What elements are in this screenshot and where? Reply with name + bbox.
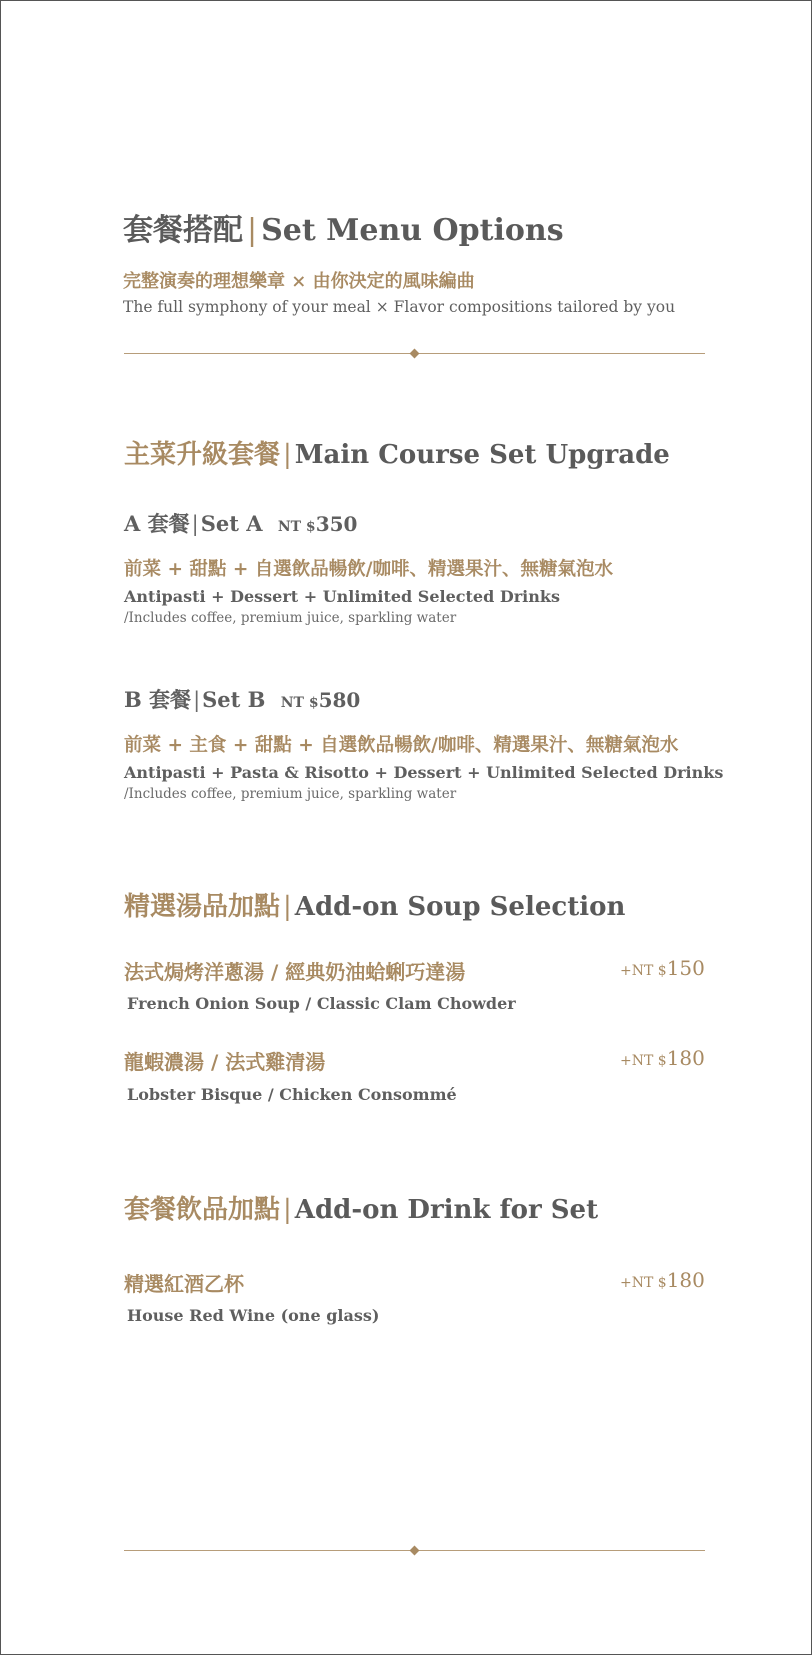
set-a-combo-zh: 前菜 + 甜點 + 自選飲品暢飲/咖啡、精選果汁、無糖氣泡水 (124, 559, 614, 580)
set-b-name (124, 684, 360, 714)
soup-item-1-name-zh: 法式焗烤洋蔥湯 / 經典奶油蛤蜊巧達湯 (124, 960, 466, 984)
section-title-en: Main Course Set Upgrade (294, 440, 670, 470)
page-title-en: Set Menu Options (261, 213, 564, 248)
section-title-zh: 主菜升級套餐 (124, 440, 281, 470)
subtitle-zh: 完整演奏的理想樂章 × 由你決定的風味編曲 (123, 271, 475, 292)
set-b-combo-en: Antipasti + Pasta & Risotto + Dessert + Unlimited Selected Drinks (124, 763, 724, 782)
price-value: 180 (666, 1268, 705, 1292)
title-separator: | (247, 213, 258, 248)
section-separator: | (283, 892, 292, 922)
section-title-en: Add-on Soup Selection (294, 892, 626, 922)
soup-item-2-price (620, 1046, 705, 1070)
set-name-zh: B 套餐 (124, 687, 192, 712)
page-title (123, 205, 564, 249)
price-value: 150 (666, 956, 705, 980)
set-b-note: /Includes coffee, premium juice, sparkling water (124, 786, 457, 802)
soup-item-1-name-en: French Onion Soup / Classic Clam Chowder (127, 994, 516, 1013)
subtitle-en: The full symphony of your meal × Flavor compositions tailored by you (123, 298, 676, 316)
set-a-price (278, 512, 358, 536)
price-value: 180 (666, 1046, 705, 1070)
price-value: 580 (318, 688, 361, 712)
set-separator: | (193, 688, 201, 712)
drink-item-1-name-en: House Red Wine (one glass) (127, 1306, 380, 1325)
price-currency: +NT $ (620, 963, 667, 979)
price-currency: +NT $ (620, 1053, 667, 1069)
set-name-en: Set A (200, 511, 263, 536)
section-title-main-course (124, 434, 670, 471)
soup-item-1-price (620, 956, 705, 980)
soup-item-2-name-en: Lobster Bisque / Chicken Consommé (127, 1085, 457, 1104)
price-currency: NT $ (280, 695, 319, 711)
price-value: 350 (315, 512, 358, 536)
section-title-drink (124, 1189, 598, 1226)
price-currency: +NT $ (620, 1275, 667, 1291)
section-title-soup (124, 886, 625, 923)
set-name-zh: A 套餐 (124, 511, 190, 536)
section-separator: | (283, 1195, 292, 1225)
section-title-zh: 套餐飲品加點 (124, 1195, 281, 1225)
set-a-combo-en: Antipasti + Dessert + Unlimited Selected Drinks (124, 587, 560, 606)
set-a-note: /Includes coffee, premium juice, sparkling water (124, 610, 457, 626)
page-title-zh: 套餐搭配 (123, 213, 243, 248)
drink-item-1-price (620, 1268, 705, 1292)
set-separator: | (191, 512, 199, 536)
drink-item-1-name-zh: 精選紅酒乙杯 (124, 1272, 244, 1296)
set-b-combo-zh: 前菜 + 主食 + 甜點 + 自選飲品暢飲/咖啡、精選果汁、無糖氣泡水 (124, 735, 679, 756)
soup-item-2-name-zh: 龍蝦濃湯 / 法式雞清湯 (124, 1050, 326, 1074)
section-title-zh: 精選湯品加點 (124, 892, 281, 922)
set-a-name (124, 508, 357, 538)
set-name-en: Set B (202, 687, 266, 712)
section-separator: | (283, 440, 292, 470)
section-title-en: Add-on Drink for Set (294, 1195, 599, 1225)
set-b-price (281, 688, 361, 712)
price-currency: NT $ (277, 519, 316, 535)
